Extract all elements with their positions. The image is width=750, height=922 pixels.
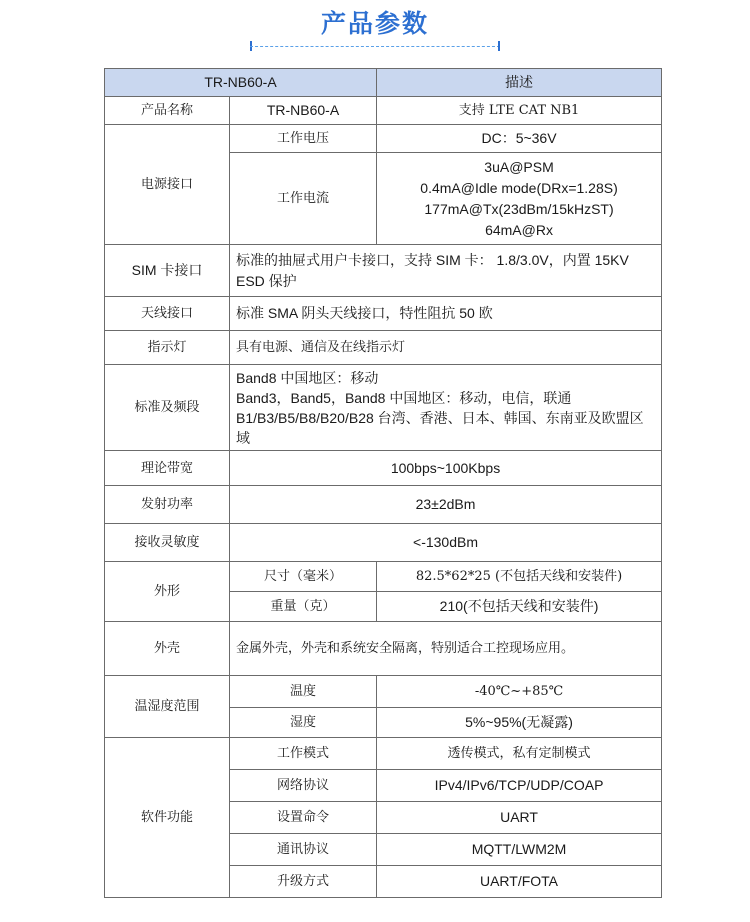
- form-label: 外形: [105, 562, 230, 622]
- software-item-label: 工作模式: [230, 738, 377, 770]
- env-label: 温湿度范围: [105, 676, 230, 738]
- header-desc: 描述: [377, 69, 662, 97]
- row-power-voltage: [105, 125, 662, 153]
- software-item-label: 设置命令: [230, 802, 377, 834]
- shell-value: 金属外壳，外壳和系统安全隔离，特别适合工控现场应用。: [230, 622, 662, 676]
- row-antenna: [105, 297, 662, 331]
- row-bands: [105, 365, 662, 451]
- software-item-value: IPv4/IPv6/TCP/UDP/COAP: [377, 770, 662, 802]
- current-values: [377, 153, 662, 245]
- tx-power-label: 发射功率: [105, 486, 230, 524]
- band-line: Band8 中国地区：移动: [236, 369, 379, 386]
- bandwidth-value: 100bps~100Kbps: [230, 451, 662, 486]
- software-item-label: 升级方式: [230, 866, 377, 898]
- voltage-value: DC：5~36V: [377, 125, 662, 153]
- page-title: 产品参数: [320, 9, 429, 38]
- antenna-label: 天线接口: [105, 297, 230, 331]
- table-header-row: [105, 69, 662, 97]
- row-shell: [105, 622, 662, 676]
- bandwidth-label: 理论带宽: [105, 451, 230, 486]
- band-line: Band3，Band5，Band8 中国地区：移动，电信，联通: [236, 389, 572, 406]
- sim-value: 标准的抽屉式用户卡接口，支持 SIM 卡： 1.8/3.0V，内置 15KV ESD 保护: [230, 245, 662, 297]
- weight-value: 210(不包括天线和安装件): [377, 592, 662, 622]
- tx-power-value: 23±2dBm: [230, 486, 662, 524]
- sensitivity-label: 接收灵敏度: [105, 524, 230, 562]
- row-product-name: [105, 97, 662, 125]
- current-value: 64mA@Rx: [485, 221, 553, 238]
- antenna-value: 标准 SMA 阴头天线接口，特性阻抗 50 欧: [230, 297, 662, 331]
- software-item-value: 透传模式，私有定制模式: [377, 738, 662, 770]
- shell-label: 外壳: [105, 622, 230, 676]
- software-item-value: UART/FOTA: [377, 866, 662, 898]
- current-label: 工作电流: [230, 153, 377, 245]
- row-form-size: [105, 562, 662, 592]
- bands-label: 标准及频段: [105, 365, 230, 451]
- row-software-mode: [105, 738, 662, 770]
- humidity-value: 5%~95%(无凝露): [377, 708, 662, 738]
- product-name-label: 产品名称: [105, 97, 230, 125]
- title-rule-right-tick: [498, 41, 500, 51]
- title-underline: [250, 46, 500, 47]
- software-item-value: MQTT/LWM2M: [377, 834, 662, 866]
- size-value: 82.5*62*25 (不包括天线和安装件): [377, 562, 662, 592]
- row-tx-power: [105, 486, 662, 524]
- row-env-temp: [105, 676, 662, 708]
- product-name-model: TR-NB60-A: [230, 97, 377, 125]
- indicator-label: 指示灯: [105, 331, 230, 365]
- power-label: 电源接口: [105, 125, 230, 245]
- band-line: B1/B3/B5/B8/B20/B28 台湾、香港、日本、韩国、东南亚及欧盟区域: [236, 409, 644, 446]
- row-indicator: [105, 331, 662, 365]
- current-value: 0.4mA@Idle mode(DRx=1.28S): [420, 179, 618, 196]
- temp-value: -40℃~+85℃: [377, 676, 662, 708]
- row-sim: [105, 245, 662, 297]
- software-item-value: UART: [377, 802, 662, 834]
- software-item-label: 通讯协议: [230, 834, 377, 866]
- weight-label: 重量（克）: [230, 592, 377, 622]
- row-sensitivity: [105, 524, 662, 562]
- spec-table: [104, 68, 662, 898]
- sensitivity-value: <-130dBm: [230, 524, 662, 562]
- software-label: 软件功能: [105, 738, 230, 898]
- product-name-desc: 支持 LTE CAT NB1: [377, 97, 662, 125]
- indicator-value: 具有电源、通信及在线指示灯: [230, 331, 662, 365]
- current-value: 177mA@Tx(23dBm/15kHzST): [424, 200, 614, 217]
- temp-label: 温度: [230, 676, 377, 708]
- humidity-label: 湿度: [230, 708, 377, 738]
- sim-label: SIM 卡接口: [105, 245, 230, 297]
- bands-values: [230, 365, 662, 451]
- current-value: 3uA@PSM: [484, 158, 554, 175]
- size-label: 尺寸（毫米）: [230, 562, 377, 592]
- row-bandwidth: [105, 451, 662, 486]
- software-item-label: 网络协议: [230, 770, 377, 802]
- voltage-label: 工作电压: [230, 125, 377, 153]
- header-model: TR-NB60-A: [105, 69, 377, 97]
